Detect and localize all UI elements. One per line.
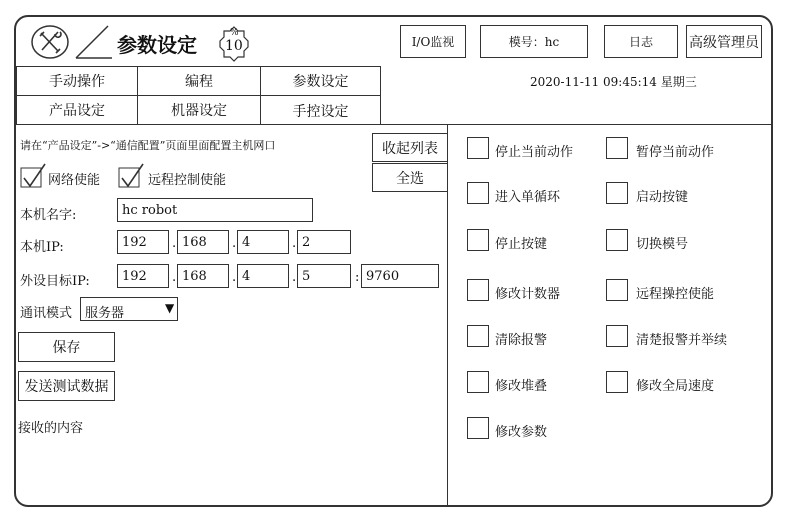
select-all-button[interactable]: 全选	[372, 163, 448, 192]
hostname-input[interactable]: hc robot	[117, 198, 313, 222]
checkbox-modify-global-speed[interactable]	[606, 371, 628, 393]
ip-dot: .	[232, 270, 237, 285]
label-switch-model: 切换模号	[636, 237, 689, 252]
label-modify-counter: 修改计数器	[495, 287, 561, 302]
content-top-line	[16, 124, 771, 125]
comm-mode-select[interactable]	[80, 297, 178, 321]
checkbox-pause-current-action[interactable]	[606, 137, 628, 159]
label-modify-stack: 修改堆叠	[495, 379, 548, 394]
checkbox-stop-current-action[interactable]	[467, 137, 489, 159]
checkbox-switch-model[interactable]	[606, 229, 628, 251]
comm-mode-label: 通讯模式	[20, 306, 73, 321]
remote-enable-label: 远程控制使能	[148, 173, 227, 188]
collapse-list-button[interactable]: 收起列表	[372, 133, 448, 162]
tab-product[interactable]: 产品设定	[16, 95, 138, 125]
target-ip-octet-3[interactable]: 4	[237, 264, 289, 288]
label-pause-current-action: 暂停当前动作	[636, 145, 715, 160]
local-ip-label: 本机IP:	[20, 240, 64, 255]
model-button[interactable]: 模号：hc	[480, 25, 588, 58]
label-stop-current-action: 停止当前动作	[495, 145, 574, 160]
target-port-input[interactable]: 9760	[361, 264, 439, 288]
speed-badge-value: 10	[225, 38, 243, 54]
checkbox-stop-key[interactable]	[467, 229, 489, 251]
page-title: 参数设定	[117, 33, 197, 57]
label-enter-single-cycle: 进入单循环	[495, 190, 561, 205]
local-ip-octet-2[interactable]: 168	[177, 230, 229, 254]
ip-dot: .	[292, 236, 297, 251]
title-slash-divider	[72, 22, 112, 62]
received-content-label: 接收的内容	[18, 421, 84, 436]
local-ip-octet-4[interactable]: 2	[297, 230, 351, 254]
label-modify-params: 修改参数	[495, 425, 548, 440]
local-ip-octet-1[interactable]: 192	[117, 230, 169, 254]
port-colon: :	[355, 270, 360, 285]
checkbox-modify-params[interactable]	[467, 417, 489, 439]
ip-dot: .	[232, 236, 237, 251]
checkbox-remote-control-enable[interactable]	[606, 279, 628, 301]
checkbox-modify-counter[interactable]	[467, 279, 489, 301]
label-modify-global-speed: 修改全局速度	[636, 379, 715, 394]
tab-handcontrol[interactable]: 手控设定	[260, 95, 381, 125]
checkbox-start-key[interactable]	[606, 182, 628, 204]
target-ip-octet-4[interactable]: 5	[297, 264, 351, 288]
label-start-key: 启动按键	[636, 190, 689, 205]
comm-mode-value: 服务器	[85, 306, 125, 321]
ip-dot: .	[172, 236, 177, 251]
tab-params[interactable]: 参数设定	[260, 66, 381, 96]
checkbox-clear-alarm-continue[interactable]	[606, 325, 628, 347]
target-ip-octet-2[interactable]: 168	[177, 264, 229, 288]
label-stop-key: 停止按键	[495, 237, 548, 252]
net-enable-label: 网络使能	[48, 173, 101, 188]
label-clear-alarm-continue: 清楚报警并举续	[636, 333, 728, 348]
net-enable-checkbox[interactable]	[20, 162, 46, 188]
remote-enable-checkbox[interactable]	[118, 162, 144, 188]
speed-badge	[214, 24, 254, 62]
checkbox-enter-single-cycle[interactable]	[467, 182, 489, 204]
ip-dot: .	[292, 270, 297, 285]
checkbox-clear-alarm[interactable]	[467, 325, 489, 347]
local-ip-octet-3[interactable]: 4	[237, 230, 289, 254]
advanced-admin-button[interactable]: 高级管理员	[686, 25, 762, 58]
dropdown-arrow-icon: ▼	[165, 301, 175, 315]
hint-text: 请在“产品设定”->“通信配置”页面里面配置主机网口	[20, 139, 276, 152]
tab-machine[interactable]: 机器设定	[137, 95, 261, 125]
checkbox-modify-stack[interactable]	[467, 371, 489, 393]
label-clear-alarm: 清除报警	[495, 333, 548, 348]
tab-manual[interactable]: 手动操作	[16, 66, 138, 96]
datetime: 2020-11-11 09:45:14 星期三	[530, 75, 697, 89]
ip-dot: .	[172, 270, 177, 285]
io-monitor-button[interactable]: I/O监视	[400, 25, 466, 58]
log-button[interactable]: 日志	[604, 25, 678, 58]
label-remote-control-enable: 远程操控使能	[636, 287, 715, 302]
save-button[interactable]: 保存	[18, 332, 115, 362]
hostname-label: 本机名字:	[20, 208, 77, 223]
send-test-data-button[interactable]: 发送测试数据	[18, 371, 115, 401]
tools-icon	[30, 24, 70, 60]
tab-programming[interactable]: 编程	[137, 66, 261, 96]
speed-badge-percent: %	[230, 28, 239, 38]
target-ip-label: 外设目标IP:	[20, 274, 90, 289]
target-ip-octet-1[interactable]: 192	[117, 264, 169, 288]
